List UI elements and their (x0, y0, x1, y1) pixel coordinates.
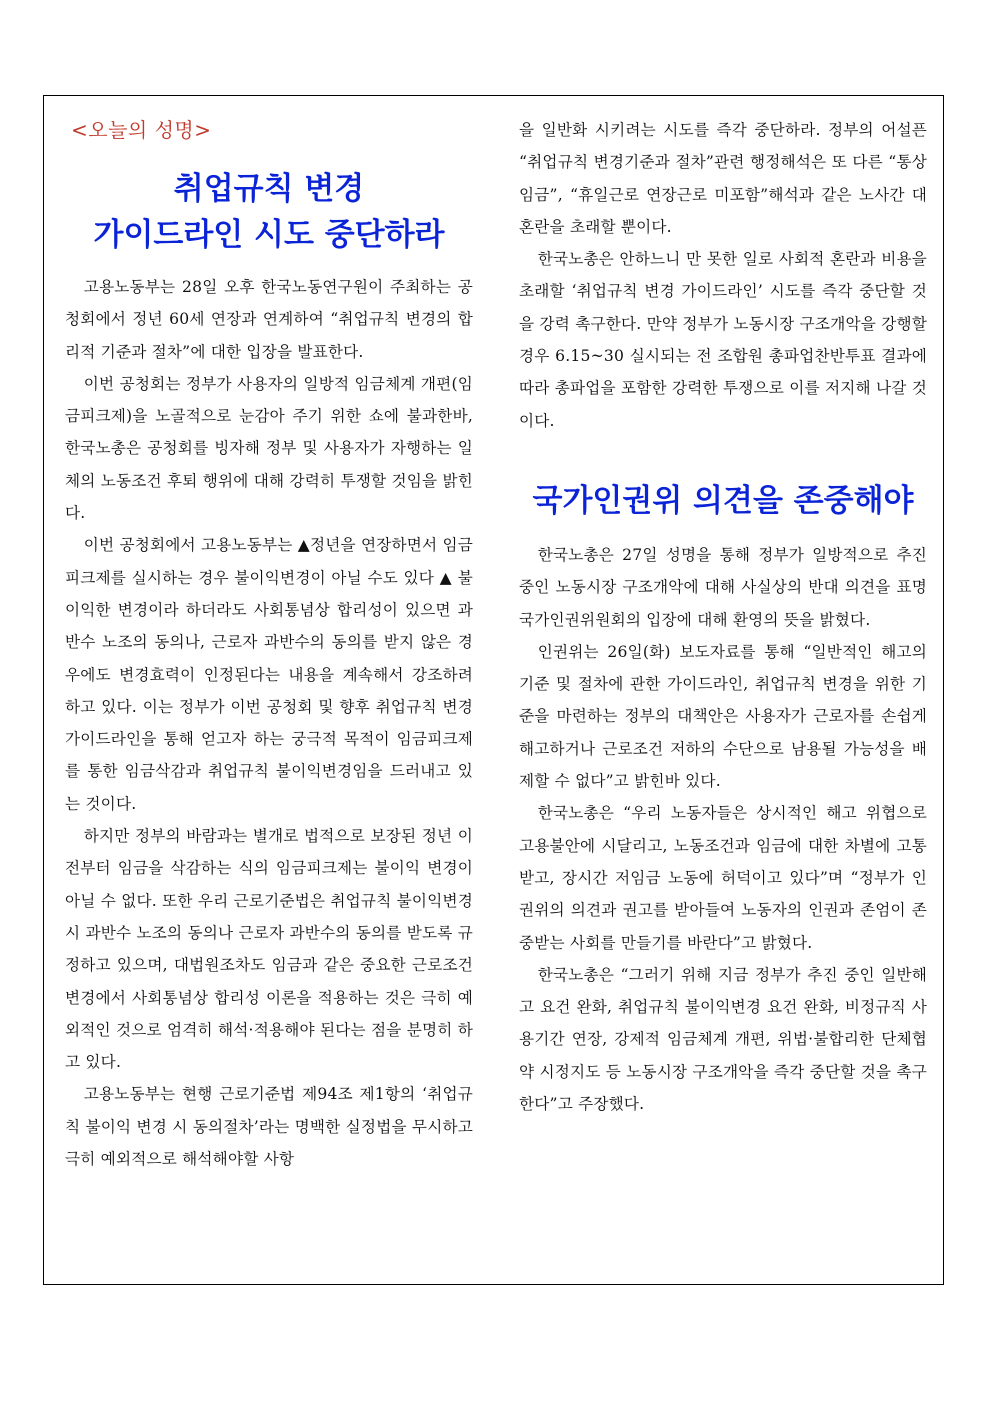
document-frame (43, 95, 944, 1285)
article2-paragraph: 인권위는 26일(화) 보도자료를 통해 “일반적인 해고의 기준 및 절차에 관한 가이드라인, 취업규칙 변경을 위한 기준을 마련하는 정부의 대책안은 사용자가 근로자를 손쉽게 해고하거나 근로조건 저하의 수단으로 남용될 가능성을 배제할 수 없다”고 밝힌바 있다. (519, 642, 927, 791)
article1-headline-line1: 취업규칙 변경 (173, 171, 365, 207)
article1-continuation: 을 일반화 시키려는 시도를 즉각 중단하라. 정부의 어설픈 “취업규칙 변경기준과 절차”관련 행정해석은 또 다른 “통상임금”, “휴일근로 연장근로 미포함”해석과 같은 노사간 대혼란을 초래할 뿐이다. (519, 121, 927, 236)
article1-paragraph: 이번 공청회에서 고용노동부는 ▲정년을 연장하면서 임금피크제를 실시하는 경우 불이익변경이 아닐 수도 있다 ▲ 불이익한 변경이라 하더라도 사회통념상 합리성이 있으면 과반수 노조의 동의나, 근로자 과반수의 동의를 받지 않은 경우에도 변경효력이 인정된다는 내용을 계속해서 강조하려 하고 있다. 이는 정부가 이번 공청회 및 향후 취업규칙 변경가이드라인을 통해 얻고자 하는 궁극적 목적이 임금피크제를 통한 임금삭감과 취업규칙 불이익변경임을 드러내고 있는 것이다. (65, 536, 473, 813)
article1-paragraph: 고용노동부는 현행 근로기준법 제94조 제1항의 ‘취업규칙 불이익 변경 시 동의절차’라는 명백한 실정법을 무시하고 극히 예외적으로 해석해야할 사항 (65, 1085, 473, 1169)
section-kicker: <오늘의 성명> (71, 118, 212, 142)
article1-paragraph: 하지만 정부의 바람과는 별개로 법적으로 보장된 정년 이전부터 임금을 삭감하는 식의 임금피크제는 불이익 변경이 아닐 수 없다. 또한 우리 근로기준법은 취업규칙 불이익변경 시 과반수 노조의 동의나 근로자 과반수의 동의를 받도록 규정하고 있으며, 대법원조차도 임금과 같은 중요한 근로조건 변경에서 사회통념상 합리성 이론을 적용하는 것은 극히 예외적인 것으로 엄격히 해석·적용해야 된다는 점을 분명히 하고 있다. (65, 827, 473, 1072)
article1-body-left (65, 271, 473, 1175)
article1-headline-line2: 가이드라인 시도 중단하라 (93, 217, 445, 253)
article1-paragraph: 한국노총은 안하느니 만 못한 일로 사회적 혼란과 비용을 초래할 ‘취업규칙 변경 가이드라인’ 시도를 즉각 중단할 것을 강력 촉구한다. 만약 정부가 노동시장 구조개악을 강행할 경우 6.15~30 실시되는 전 조합원 총파업찬반투표 결과에 따라 총파업을 포함한 강력한 투쟁으로 이를 저지해 나갈 것이다. (519, 250, 927, 430)
article2-paragraph: 한국노총은 27일 성명을 통해 정부가 일방적으로 추진 중인 노동시장 구조개악에 대해 사실상의 반대 의견을 표명 국가인권위원회의 입장에 대해 환영의 뜻을 밝혔다. (519, 546, 927, 629)
article1-paragraph: 이번 공청회는 정부가 사용자의 일방적 임금체계 개편(임금피크제)을 노골적으로 눈감아 주기 위한 쇼에 불과한바, 한국노총은 공청회를 빙자해 정부 및 사용자가 자행하는 일체의 노동조건 후퇴 행위에 대해 강력히 투쟁할 것임을 밝힌다. (65, 374, 473, 523)
article1-body-right (519, 114, 927, 437)
article2-paragraph: 한국노총은 “그러기 위해 지금 정부가 추진 중인 일반해고 요건 완화, 취업규칙 불이익변경 요건 완화, 비정규직 사용기간 연장, 강제적 임금체계 개편, 위법·불합리한 단체협약 시정지도 등 노동시장 구조개악을 즉각 중단할 것을 촉구한다”고 주장했다. (519, 965, 927, 1114)
article2-paragraph: 한국노총은 “우리 노동자들은 상시적인 해고 위협으로 고용불안에 시달리고, 노동조건과 임금에 대한 차별에 고통받고, 장시간 저임금 노동에 허덕이고 있다”며 “정부가 인권위의 의견과 권고를 받아들여 노동자의 인권과 존엄이 존중받는 사회를 만들기를 바란다”고 밝혔다. (519, 804, 927, 952)
article1-paragraph: 고용노동부는 28일 오후 한국노동연구원이 주최하는 공청회에서 정년 60세 연장과 연계하여 “취업규칙 변경의 합리적 기준과 절차”에 대한 입장을 발표한다. (65, 278, 473, 361)
article2-headline: 국가인권위 의견을 존중해야 (532, 483, 914, 519)
article1-headline (65, 166, 473, 258)
article2-body (519, 539, 927, 1120)
